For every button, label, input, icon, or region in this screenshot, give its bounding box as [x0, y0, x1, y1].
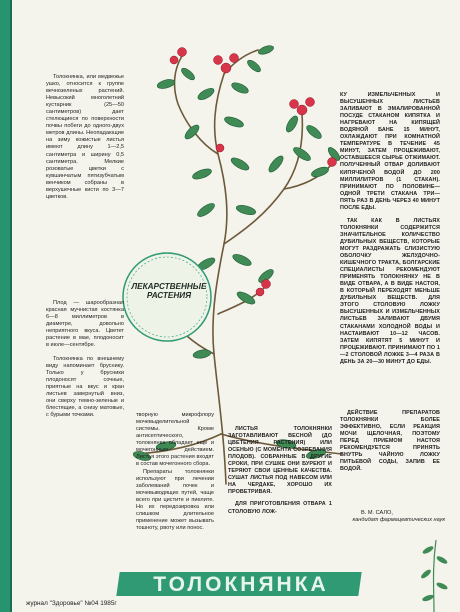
paragraph: ДЛЯ ПРИГОТОВЛЕНИЯ ОТВАРА 1 СТОЛОВУЮ ЛОЖ- — [228, 501, 332, 515]
article-column-1c — [46, 356, 124, 419]
badge-line-2: РАСТЕНИЯ — [146, 291, 192, 300]
paragraph: Плод — шарообразная красная мучнистая костянка 6—8 миллиметров в диаметре, довольно неприятного вкуса. Цветет растение в мае, плодоносит в июле—сентябре. — [46, 300, 124, 349]
paragraph: ТАК КАК В ЛИСТЬЯХ ТОЛОКНЯНКИ СОДЕРЖИТСЯ ЗНАЧИТЕЛЬНОЕ КОЛИЧЕСТВО ДУБИЛЬНЫХ ВЕЩЕСТВ, КОТОРЫЕ МОГУТ РАЗДРАЖАТЬ СЛИЗИСТУЮ ОБОЛОЧКУ ЖЕЛУДОЧНО-КИШЕЧНОГО ТРАКТА, БОЛГАРСКИЕ СПЕЦИАЛИСТЫ РЕКОМЕНДУЮТ ПРИМЕНЯТЬ ТОЛОКНЯНКУ НЕ В ВИДЕ ОТВАРА, А В ВИДЕ НАСТОЯ, В КОТОРЫЙ ПЕРЕХОДЯТ МЕНЬШЕ ДУБИЛЬНЫХ ВЕЩЕСТВ. ДЛЯ ЭТОГО СТОЛОВУЮ ЛОЖКУ ВЫСУШЕННЫХ И ИЗМЕЛЬЧЕННЫХ ЛИСТЬЕВ ЗАЛИВАЮТ ДВУМЯ СТАКАНАМИ ХОЛОДНОЙ ВОДЫ И НАСТАИВАЮТ 10—12 ЧАСОВ. ЗАТЕМ КИПЯТЯТ 5 МИНУТ И ПРОЦЕЖИВАЮТ. ПРИНИМАЮТ ПО 1—2 СТОЛОВОЙ ЛОЖКЕ 3—4 РАЗА В ДЕНЬ ЗА 20—30 МИНУТ ДО ЕДЫ. — [340, 217, 440, 365]
article-column-4b — [340, 410, 440, 473]
paragraph: Препараты толокнянки используют при лечении заболеваний почек и мочевыводящих путей, чаще всего при цистите и пиелите. Но их передозировка или слишком длительное применение может вызывать тошноту, рвоту или понос. — [136, 468, 214, 532]
paragraph: КУ ИЗМЕЛЬЧЕННЫХ И ВЫСУШЕННЫХ ЛИСТЬЕВ ЗАЛИВАЮТ В ЭМАЛИРОВАННОЙ ПОСУДЕ СТАКАНОМ КИПЯТКА И НАГРЕВАЮТ НА КИПЯЩЕЙ ВОДЯНОЙ БАНЕ 15 МИНУТ, ОХЛАЖДАЮТ ПРИ КОМНАТНОЙ ТЕМПЕРАТУРЕ В ТЕЧЕНИЕ 45 МИНУТ, ЗАТЕМ ПРОЦЕЖИВАЮТ, ОСТАВШЕЕСЯ СЫРЬЕ ОТЖИМАЮТ. ПОЛУЧЕННЫЙ ОТВАР ДОЛИВАЮТ КИПЯЧЕНОЙ ВОДОЙ ДО 200 МИЛЛИЛИТРОВ (1 СТАКАН). ПРИНИМАЮТ ПО ПОЛОВИНЕ—ОДНОЙ ТРЕТИ СТАКАНА ТРИ—ПЯТЬ РАЗ В ДЕНЬ ЧЕРЕЗ 40 МИНУТ ПОСЛЕ ЕДЫ. — [340, 92, 440, 211]
badge-line-1: ЛЕКАРСТВЕННЫЕ — [131, 282, 207, 291]
article-column-2 — [136, 412, 214, 532]
paragraph: творную микрофлору мочевыделительной системы. Кроме антисептического, толокнянка обладает еще и мочегонным действием. Листья этого растения входят в состав мочегонного сбора. — [136, 412, 214, 468]
paragraph: Толокнянка, или медвежье ушко, относится к группе вечнозеленых растений. Невысокий многолетний кустарник (25—50 сантиметров) дает стелющиеся по поверхности почвы побеги до одного-двух метров длины. Неопадающие на зиму кожистые листья имеют длину 1—2,5 сантиметра и ширину 0,5 сантиметра. Мелкие розоватые цветки с кувшинчатым пятизубчатым венчиком собраны в верхушечные кисти по 3—7 цветков. — [46, 74, 124, 200]
magazine-footer: журнал "Здоровье" №04 1985г — [26, 600, 117, 607]
green-margin-line — [10, 0, 12, 612]
article-column-3 — [228, 426, 332, 516]
article-column-1 — [46, 74, 124, 201]
paragraph: Толокнянка по внешнему виду напоминает бруснику. Только у брусники плодоносят сочные, приятные на вкус и кран листьев завернутый вниз, они сверху темно-зеленые и блестящие, а снизу матовые, с бурыми точками. — [46, 356, 124, 419]
paragraph: ДЕЙСТВИЕ ПРЕПАРАТОВ ТОЛОКНЯНКИ БОЛЕЕ ЭФФЕКТИВНО, ЕСЛИ РЕАКЦИЯ МОЧИ ЩЕЛОЧНАЯ, ПОЭТОМУ ПЕРЕД ПРИЕМОМ НАСТОЯ РЕКОМЕНДУЕТСЯ ПРИНЯТЬ ВНУТРЬ ЧАЙНУЮ ЛОЖКУ ПИТЬЕВОЙ СОДЫ, ЗАПИВ ЕЕ ВОДОЙ. — [340, 410, 440, 473]
article-title: ТОЛОКНЯНКА — [153, 573, 329, 596]
author-name: В. М. САЛО, — [361, 510, 393, 516]
paragraph: ЛИСТЬЯ ТОЛОКНЯНКИ ЗАГОТАВЛИВАЮТ ВЕСНОЙ (ДО ЦВЕТЕНИЯ РАСТЕНИЯ) ИЛИ ОСЕНЬЮ (С МОМЕНТА СОЗРЕВАНИЯ ПЛОДОВ). СОБРАННЫЕ В ДРУГИЕ СРОКИ, ПРИ СУШКЕ ОНИ БУРЕЮТ И ТЕРЯЮТ СВОИ ЦЕННЫЕ КАЧЕСТВА. СУШАТ ЛИСТЬЯ ПОД НАВЕСОМ ИЛИ НА ЧЕРДАКЕ, ХОРОШО ИХ ПРОВЕТРИВАЯ. — [228, 426, 332, 496]
article-column-1b — [46, 300, 124, 349]
article-column-4 — [340, 92, 440, 366]
author-role: кандидат фармацевтических наук — [352, 517, 445, 523]
small-plant-decoration — [410, 520, 458, 612]
